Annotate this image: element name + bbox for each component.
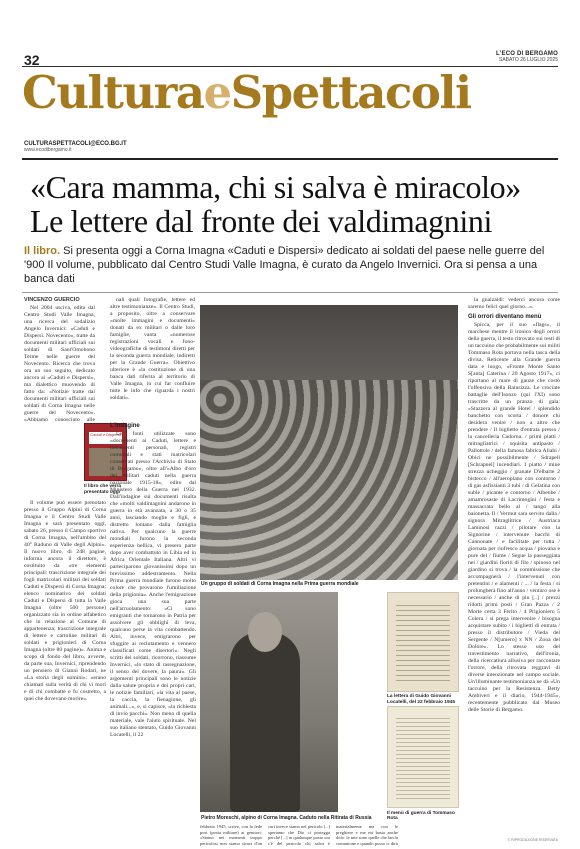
paragraph: febbraio 1945, scrive, con la fede post (posta militare) ai genitori: «Siamo nei momenti troppo pericolosi non siamo sicuri d'un xyxy=(200,824,262,846)
bottom-text-b xyxy=(268,824,330,846)
headline-line: Le lettere dal fronte dei valdimagnini xyxy=(30,203,492,239)
text-column-2-continued xyxy=(110,420,196,815)
paragraph: la gnaizaldi: vederci ancora come saremo felici quel giorno...». xyxy=(468,297,560,310)
text-column-5 xyxy=(468,297,560,833)
section-title-part: Cultura xyxy=(22,66,204,119)
menu-photo-caption: Il menù di guerra di Tommaso Rota xyxy=(387,811,455,821)
text-column-1 xyxy=(24,297,95,421)
section-title-part: Spettacoli xyxy=(230,66,471,119)
paragraph: materialmente ma con le preghiere e me mi basta anche dolo: le mie sono quelle che fan la comunione e quando posso ci dirò xyxy=(336,824,398,846)
bottom-text-c xyxy=(336,824,398,846)
section-website[interactable]: www.ecodibergamo.it xyxy=(24,147,72,153)
paragraph: Spicca, per il suo «flags», il marchese mentre il ironico degli orrori della guerra, il testo ritrovato sui resti di un taccuino che probabilmente sui militi Tommaso Rota portava nella tasca della divisa. Reticente alla Grande guerra data e luogo, «Fronte Monte Santo S[anta] Caterina / 20 Agosto 1917», ci riportano al mare di gauze che costò l'offensiva della Bainsizza. Le crociate battaglie dell'Isonzo (qui l'XI) sono trascritte da un pranzo di gala: «Stazzera al grande Hotel / splendido banchetto con scorta / donore chi desidera venire / non a altro che prendere / Il biglietto d'entrata presso / la cancelleria Cadorna. / primi piatti / mitragliatrici / squisita antipasto / Pallottole / della famosa fabrica Aliabi / Obici ne possibilmente / Sdrapell [Schrapnel] incendiari. 1 piatto / mine strezza ucheggio / granate D'elbarte 2 bistecco / all'aeroplano con contorno / di gas asfissianti 3 tubi / di Gelatina con suble / picante e contorno / Albenbe / amamrosaste di Lacrimogini / festa e massacrata bello al / tango alla baionetta. Il / Vermut sara servito dalla / signora Mitraglitrice / Austriaca Laminosi razzi / pilotare con la Signorine / intervenute bacchi di Cannonate / e facilitate per tutta / giornata per rinfresco acqua / piovana e pure del / fiume / Segue la passeggiata nei / giardini fioriti di filo / spinoso nel giardino si trova / la commissione che accompagnerà / l'intervenuti con pretentini / e alamenti / ... / la festa / si prolungherà fino all'anno / venturo ose è necessario / anche di piu [..] / prezzi ridotti primi posti / Gran Pazza / 2 Morte certa 3 Ferito / 4 Prigioniero 5 Colera / si prega intervenire / bisogna acquistare subito / i biglietti di entrata / presso il distributore / Vieda del Sergente / N[umero] x NN / Zona del Dolore». Lo stesso uso del travestimento narrativo, dell'ironia, della ricercatiura allusiva per raccontare l'orrore, della ritrovata reggravi di diverse intenzionate nel campo sociale. Un'illuminante testimonianza ne dà «Un taccuino per la Resistenza. Betty Ambiveri e il diario, 1944-1945», recentemente pubblicato dal Museo delle Storie di Bergamo. xyxy=(468,322,560,713)
summary-divider xyxy=(22,292,558,293)
headline-line: «Cara mamma, chi si salva è miracolo» xyxy=(30,169,521,205)
photo-detail xyxy=(200,380,458,580)
summary-text: Si presenta oggi a Corna Imagna «Caduti e Dispersi» dedicato ai soldati del paese nelle guerre del '900 Il volume, pubblicato dal Centro Studi Valle Imagna, è curato da Angelo Invernici. Ora si pensa a una banca dati xyxy=(24,245,545,285)
photo-detail xyxy=(396,715,450,799)
war-menu-photo xyxy=(387,706,459,808)
subhead: Gli orrori diventano menù xyxy=(468,314,542,320)
paragraph: Le fonti utilizzate sono «documenti ai Caduti, lettere e documenti personali, registri comunali e stati matricolari conservati presso l'Archivio di Stato di Bergamo», oltre all'«Albo d'oro dei militari caduti nella guerra nazionale 1915-18», edito dal Ministero della Guerra nel 1932. Dall'indagine sui documenti risulta che «molti valdimagnini andarono in guerra in età avanzata, a 30 o 35 anni, lasciando moglie e figli, e distretto lontano dalla famiglia nativa. Per qualcuno la guerre mondiali furono la seconda esperienza bellica, vi presero parte dopo aver combattuto in Libia ed in Africa Orientale Italiana. Altri vi parteciparono giovanissimi dopo un brevissimo addestramento. Nella Prima guerra mondiale furono molto colore che provarono l'umiliazione della prigionia». Anche l'emigrazione gioca una sua parte nell'arruolamento: «Ci sono emigranti che tornarono in Patria per assolvere gli obblighi di leva, qualcuno perse la vita combattendo. Altri, invece, emigrarono per sfuggire ai reclutamento e vennero classificati come disertori». Negli scritti dei soldati, ricorrono, riassume Invernici, «lo stato di rassegnazione, il senso del dovere, la paura». Gli argomenti principali sono le notizie dalla salute propria e dei propri cari, le notizie familiari, «la vita al paese, la caccia, la fienagione, gli animali...», e, si capisce, «la richiesta di invio pacchi». Non meno di quella materiale, vale l'aiuto spirituale. Nel suo italiano stentato, Guido Giovanni Locatelli, il 22 xyxy=(110,431,196,738)
byline: VINCENZO GUERCIO xyxy=(24,297,80,303)
page-number: 32 xyxy=(24,52,40,68)
masthead xyxy=(496,51,558,63)
headline xyxy=(30,170,570,238)
section-contact xyxy=(24,141,127,153)
photo-detail xyxy=(248,612,282,652)
group-photo-caption: Un gruppo di soldati di Corna Imagna nella Prima guerra mondiale xyxy=(201,581,359,587)
text-column-2 xyxy=(110,297,195,407)
section-email[interactable]: CULTURASPETTACOLI@ECO.BG.IT xyxy=(24,141,127,147)
book-caption: Il libro che verrà presentato oggi xyxy=(84,484,122,495)
photo-detail xyxy=(230,632,300,812)
newspaper-name: L'ECO DI BERGAMO xyxy=(496,51,558,57)
section-title xyxy=(22,66,471,119)
soldier-photo-caption: Pietro Moreschi, alpino di Corna Imagna. Caduto nella Ritirata di Russia xyxy=(201,815,372,821)
soldier-portrait-photo xyxy=(200,592,338,812)
issue-date: SABATO 26 LUGLIO 2025 xyxy=(498,57,558,63)
paragraph: Nel 2004 usciva, edita dal Centro Studi Valle Imagna, una ricerca del sodalizio Angelo Invernici: «Caduti e Dispersi. Novecento», tratte da documenti militari ufficiali sui soldati di Sant'Omobono Terme nelle guerre del Novecento. Ricerca che trova ora un suo seguito, dedicato ancora ai «Caduti e Dispersi», ma dialettico muovendo di fatto da: «Notizie tratte dai documenti militari ufficiali sui soldati di Corna Imagna nelle guerre del Novecento». «Abbiamo conosciuto alle xyxy=(24,305,95,421)
letter-photo-caption: La lettera di Guido Giovanni Locatelli, del 22 febbraio 1945 xyxy=(387,694,455,705)
paragraph: nali quali fotografie, lettere ed altre testimonianze». Il Centro Studi, a proposito, oltre a conservare «molte immagini e documenti» donati da ex militari o dalle loro famiglie, vanta «numerose registrazioni vocali e fono-videografiche di testimoni diretti per la seconda guerra mondiale, indiretti per la Grande Guerra». Obiettivo ulteriore è «la costituzione di una banca dati riferita al territorio di Valle Imagna, in cui far confluire tutte le info che riguarda i nostri soldati». xyxy=(110,297,195,401)
section-title-part: e xyxy=(203,66,231,119)
paragraph: curi invece siamo nel pericolo [...] speriamo che Dio ci protegga perché [...] in qualunque posto ora c'è del pericolo chi salva è xyxy=(268,824,330,846)
article-summary xyxy=(24,244,558,286)
group-soldiers-photo xyxy=(200,305,458,580)
title-divider xyxy=(22,158,558,160)
photo-detail xyxy=(396,601,450,683)
text-column-1-continued xyxy=(24,500,106,837)
book-cover-title: Caduti e Dispersi xyxy=(89,432,122,444)
bottom-text-a xyxy=(200,824,262,846)
kicker: Il libro. xyxy=(24,245,61,257)
paragraph: Il volume può essere prenotato presso il Gruppo Alpini di Corna Imagna e il Centro Studi Valle Imagna e sarà presentato oggi, sabato 26, presso il Campo sportivo di Corna Imagna, nell'ambito del 40° Raduno di Valle degli Alpini». Il nuovo libro, di 248 pagine, informa ancora il direttore, è costituito da «tre elementi principali: trascrizione integrale dei fogli matricolari militari dei soldati Caduti e Dispersi di Corna Imagna; elenco nominativo dei soldati Caduti e Dispersi di tutta la Valle Imagna (oltre 500 persone) organizzato sia in ordine alfabetico che in relazione al Comune di appartenenza; trascrizione integrale di lettere e cartoline militari di soldati e prigionieri di Corna Imagna (oltre 80 pagine)». Anima e scopo di fondo del libro, avverte, da parte sua, Invernici, riprendendo un pensiero di Gianni Rodari, ne «La storia degli uomini»: «erano chiamati sulla verità di chi vi morì e di chi combatte e fu costretto, a quei che dovevano morire». xyxy=(24,500,106,702)
letter-photo xyxy=(387,592,459,692)
subhead: L'indagine xyxy=(110,423,140,429)
copyright-notice: © RIPRODUZIONE RISERVATA xyxy=(507,838,558,842)
